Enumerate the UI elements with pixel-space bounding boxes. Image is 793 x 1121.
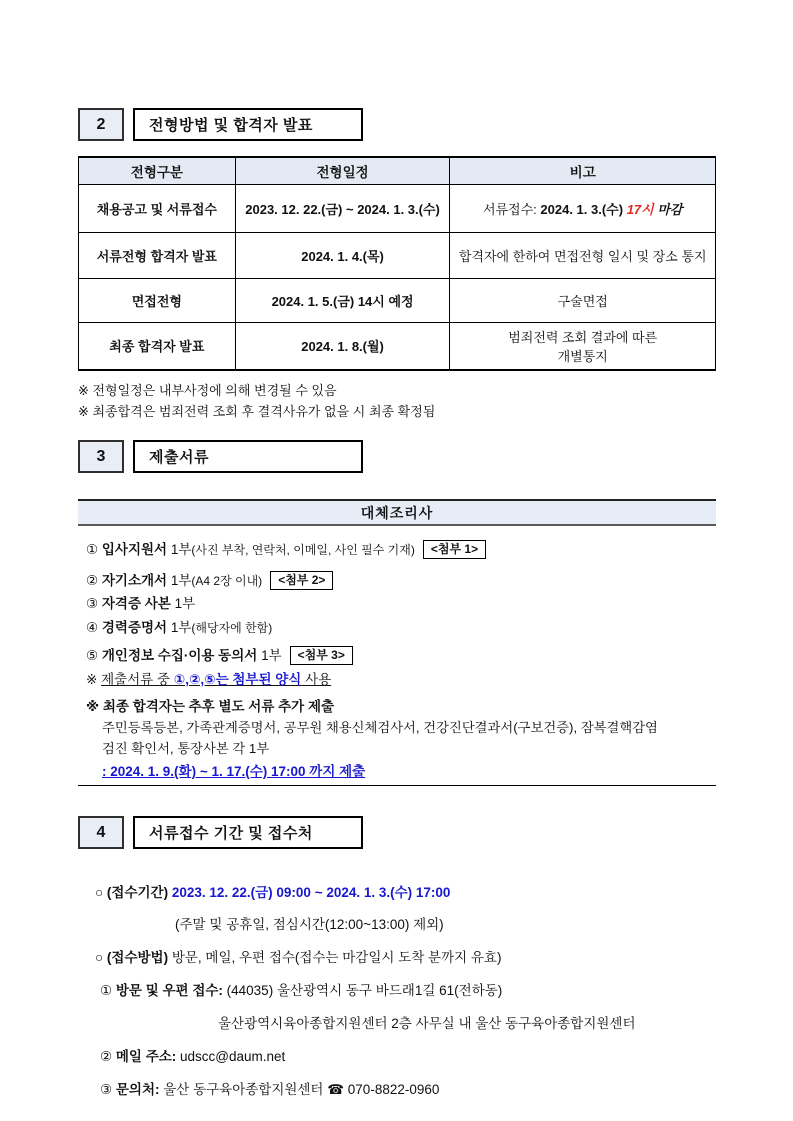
receipt-period-label: (접수기간) bbox=[106, 885, 169, 900]
cell-schedule: 2023. 12. 22.(금) ~ 2024. 1. 3.(수) bbox=[235, 184, 450, 232]
visit-post-address: (44035) 울산광역시 동구 바드래1길 61(전하동) bbox=[222, 983, 503, 998]
section-4-title: 서류접수 기간 및 접수처 bbox=[133, 816, 363, 849]
table-row bbox=[79, 278, 716, 322]
cell-category: 서류전형 합격자 발표 bbox=[79, 232, 236, 278]
job-type-header: 대체조리사 bbox=[78, 499, 716, 526]
receipt-period-exclusion: (주말 및 공휴일, 점심시간(12:00~13:00) 제외) bbox=[175, 917, 444, 932]
doc-detail: (A4 2장 이내) bbox=[191, 574, 263, 588]
note-date: 2024. 1. 3.(수) bbox=[540, 201, 627, 217]
item-number: ⑤ bbox=[86, 648, 102, 663]
cell-schedule: 2024. 1. 5.(금) 14시 예정 bbox=[235, 278, 450, 322]
cell-note: 합격자에 한하여 면접전형 일시 및 장소 통지 bbox=[450, 232, 716, 278]
note-deadline-time: 17시 bbox=[626, 201, 654, 217]
contact-label: 문의처: bbox=[115, 1082, 160, 1097]
table-row bbox=[79, 232, 716, 278]
doc-name: 입사지원서 bbox=[101, 542, 168, 557]
column-header-note: 비고 bbox=[450, 157, 716, 184]
note-label: 서류접수: bbox=[482, 201, 541, 217]
attachment-2-tag: <첨부 2> bbox=[270, 571, 333, 590]
cell-note bbox=[450, 184, 716, 232]
submission-docs-box bbox=[78, 499, 716, 786]
cell-schedule: 2024. 1. 8.(월) bbox=[235, 322, 450, 370]
doc-name: 경력증명서 bbox=[101, 620, 168, 635]
item-number: ④ bbox=[86, 620, 102, 635]
cell-category: 최종 합격자 발표 bbox=[79, 322, 236, 370]
doc-detail: (사진 부착, 연락처, 이메일, 사인 필수 기재) bbox=[191, 543, 415, 557]
address-detail-line: 울산광역시육아종합지원센터 2층 사무실 내 울산 동구육아종합지원센터 bbox=[218, 1016, 636, 1031]
note-line-1: 범죄전력 조회 결과에 따른 bbox=[508, 329, 658, 345]
section-4-number-badge: 4 bbox=[78, 816, 124, 849]
attachment-1-tag: <첨부 1> bbox=[423, 540, 486, 559]
doc-qty: 1부 bbox=[167, 620, 192, 635]
note-deadline-word: 마감 bbox=[653, 201, 683, 217]
section-3-title: 제출서류 bbox=[133, 440, 363, 473]
email-line bbox=[78, 1045, 716, 1065]
item-number: ③ bbox=[100, 1082, 116, 1097]
item-number: ② bbox=[86, 573, 102, 588]
item-number: ① bbox=[86, 542, 102, 557]
email-label: 메일 주소: bbox=[115, 1049, 177, 1064]
doc-item-3 bbox=[78, 592, 716, 612]
section-2-header bbox=[78, 108, 716, 141]
table-header-row bbox=[79, 157, 716, 184]
section-3-header bbox=[78, 440, 716, 473]
doc-item-4 bbox=[78, 616, 716, 636]
doc-item-1 bbox=[78, 538, 716, 559]
circle-bullet: ○ bbox=[95, 885, 107, 900]
doc-item-2 bbox=[78, 569, 716, 590]
doc-detail: (해당자에 한함) bbox=[191, 621, 273, 635]
section-3-number-badge: 3 bbox=[78, 440, 124, 473]
receipt-period-value: 2023. 12. 22.(금) 09:00 ~ 2024. 1. 3.(수) 17:00 bbox=[168, 885, 451, 900]
note-use-attached-forms bbox=[78, 668, 716, 688]
contact-phone: 울산 동구육아종합지원센터 ☎ 070-8822-0960 bbox=[159, 1082, 440, 1097]
contact-line bbox=[78, 1078, 716, 1098]
doc-qty: 1부 bbox=[170, 596, 196, 611]
cell-note bbox=[450, 322, 716, 370]
final-docs-deadline: : 2024. 1. 9.(화) ~ 1. 17.(수) 17:00 까지 제출 bbox=[102, 764, 366, 779]
cell-schedule: 2024. 1. 4.(목) bbox=[235, 232, 450, 278]
footnote-final-confirm: ※ 최종합격은 범죄전력 조회 후 결격사유가 없을 시 최종 확정됨 bbox=[78, 404, 436, 419]
note-text-2: 사용 bbox=[301, 672, 332, 687]
table-row bbox=[79, 322, 716, 370]
doc-name: 개인정보 수집·이용 동의서 bbox=[101, 648, 258, 663]
table-footnotes bbox=[78, 380, 716, 422]
doc-name: 자기소개서 bbox=[101, 573, 168, 588]
table-row bbox=[79, 184, 716, 232]
visit-post-label: 방문 및 우편 접수: bbox=[115, 983, 223, 998]
selection-schedule-table bbox=[78, 156, 716, 371]
section-2-number-badge: 2 bbox=[78, 108, 124, 141]
note-final-docs-title: ※ 최종 합격자는 추후 별도 서류 추가 제출 bbox=[86, 699, 335, 714]
doc-qty: 1부 bbox=[167, 542, 192, 557]
doc-qty: 1부 bbox=[167, 573, 192, 588]
email-address: udscc@daum.net bbox=[176, 1049, 286, 1064]
note-line-2: 개별통지 bbox=[557, 348, 608, 364]
section-4-header bbox=[78, 816, 716, 849]
item-number: ③ bbox=[86, 596, 102, 611]
doc-qty: 1부 bbox=[257, 648, 282, 663]
receipt-method-line bbox=[78, 946, 716, 966]
column-header-category: 전형구분 bbox=[79, 157, 236, 184]
item-number: ① bbox=[100, 983, 116, 998]
final-docs-line-1: 주민등록등본, 가족관계증명서, 공무원 채용신체검사서, 건강진단결과서(구보건증), 잠복결핵감염 bbox=[102, 720, 658, 735]
item-number: ② bbox=[100, 1049, 116, 1064]
footnote-schedule-change: ※ 전형일정은 내부사정에 의해 변경될 수 있음 bbox=[78, 383, 337, 398]
cell-category: 면접전형 bbox=[79, 278, 236, 322]
receipt-method-label: (접수방법) bbox=[106, 950, 169, 965]
asterisk-mark: ※ bbox=[86, 672, 102, 687]
receipt-method-value: 방문, 메일, 우편 접수(접수는 마감일시 도착 분까지 유효) bbox=[168, 950, 502, 965]
final-docs-line-2: 검진 확인서, 통장사본 각 1부 bbox=[102, 741, 270, 756]
column-header-schedule: 전형일정 bbox=[235, 157, 450, 184]
cell-note: 구술면접 bbox=[450, 278, 716, 322]
attachment-3-tag: <첨부 3> bbox=[290, 646, 353, 665]
circle-bullet: ○ bbox=[95, 950, 107, 965]
receipt-period-line bbox=[78, 881, 716, 901]
visit-post-address-line bbox=[78, 979, 716, 999]
note-final-docs-body bbox=[78, 717, 716, 759]
cell-category: 채용공고 및 서류접수 bbox=[79, 184, 236, 232]
doc-item-5 bbox=[78, 644, 716, 665]
note-text-blue: ①,②,⑤는 첨부된 양식 bbox=[173, 672, 302, 687]
doc-name: 자격증 사본 bbox=[101, 596, 171, 611]
section-2-title: 전형방법 및 합격자 발표 bbox=[133, 108, 363, 141]
note-text-1: 제출서류 중 bbox=[101, 672, 174, 687]
